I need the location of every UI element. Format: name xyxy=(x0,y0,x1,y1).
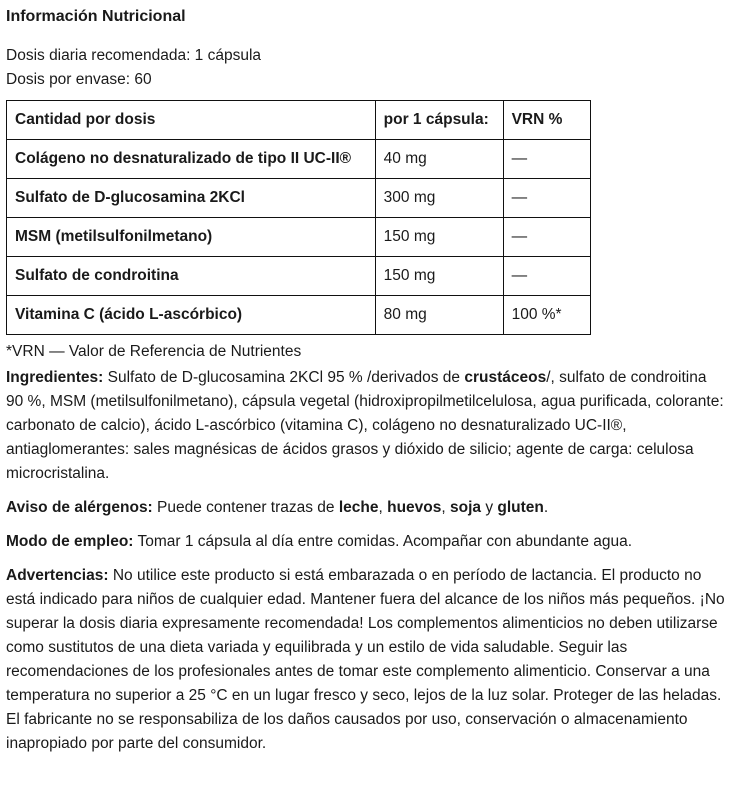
spacer xyxy=(6,92,728,100)
ingredients-text: Sulfato de D-glucosamina 2KCl 95 % /derivados de xyxy=(103,369,465,386)
allergen-separator: , xyxy=(378,499,388,516)
nutrient-vrn: 100 %* xyxy=(503,296,590,335)
table-header-row xyxy=(7,101,591,140)
usage-text: Tomar 1 cápsula al día entre comidas. Acompañar con abundante agua. xyxy=(133,533,633,550)
nutrient-name: Sulfato de D-glucosamina 2KCl xyxy=(7,179,376,218)
nutrient-name: Vitamina C (ácido L-ascórbico) xyxy=(7,296,376,335)
allergens-end: . xyxy=(543,499,549,516)
nutrient-name: Sulfato de condroitina xyxy=(7,257,376,296)
nutrient-amount: 150 mg xyxy=(375,218,503,257)
allergens-label: Aviso de alérgenos: xyxy=(6,499,153,516)
warnings-label: Advertencias: xyxy=(6,567,109,584)
table-row xyxy=(7,257,591,296)
allergen-separator: y xyxy=(481,499,498,516)
nutrient-amount: 150 mg xyxy=(375,257,503,296)
table-row xyxy=(7,140,591,179)
header-vrn: VRN % xyxy=(503,101,590,140)
nutrient-vrn: — xyxy=(503,218,590,257)
nutrition-label xyxy=(6,6,728,756)
doses-per-container: Dosis por envase: 60 xyxy=(6,71,152,88)
page-title: Información Nutricional xyxy=(6,8,186,25)
table-row xyxy=(7,179,591,218)
nutrient-vrn: — xyxy=(503,179,590,218)
nutrient-name: Colágeno no desnaturalizado de tipo II UC-II® xyxy=(7,140,376,179)
warnings-paragraph xyxy=(6,564,728,756)
allergen-gluten: gluten xyxy=(497,499,544,516)
daily-dose: Dosis diaria recomendada: 1 cápsula xyxy=(6,47,262,64)
nutrient-vrn: — xyxy=(503,257,590,296)
usage-paragraph xyxy=(6,530,728,554)
nutrient-amount: 40 mg xyxy=(375,140,503,179)
nutrition-table xyxy=(6,100,591,335)
nutrient-name: MSM (metilsulfonilmetano) xyxy=(7,218,376,257)
vrn-footnote: *VRN — Valor de Referencia de Nutrientes xyxy=(6,343,302,360)
nutrient-amount: 300 mg xyxy=(375,179,503,218)
nutrient-amount: 80 mg xyxy=(375,296,503,335)
allergen-separator: , xyxy=(441,499,451,516)
ingredients-label: Ingredientes: xyxy=(6,369,104,386)
table-row xyxy=(7,218,591,257)
warnings-text: No utilice este producto si está embarazada o en período de lactancia. El producto no está indicado para niños de cualquier edad. Mantener fuera del alcance de los niños más pequeños. ¡No superar la dosis diaria expresamente recomendada! Los complementos alimenticios no deben utilizarse como sustitutos de una dieta variada y equilibrada y un estilo de vida saludable. Seguir las recomendaciones de los profesionales antes de tomar este complemento alimenticio. Conservar a una temperatura no superior a 25 °C en un lugar fresco y seco, lejos de la luz solar. Proteger de las heladas. El fabricante no se responsabiliza de los daños causados por uso, conservación o almacenamiento inapropiado por parte del consumidor. xyxy=(6,567,725,752)
header-per-capsule: por 1 cápsula: xyxy=(375,101,503,140)
ingredients-paragraph xyxy=(6,366,728,486)
allergens-text: Puede contener trazas de xyxy=(152,499,339,516)
ingredients-text-rest: /, sulfato de condroitina 90 %, MSM (metilsulfonilmetano), cápsula vegetal (hidroxipropilmetilcelulosa, agua purificada, colorante: carbonato de calcio), ácido L-ascórbico (vitamina C), colágeno no desnaturalizado UC-II®, antiaglomerantes: sales magnésicas de ácidos grasos y dióxido de silicio; agente de carga: celulosa microcristalina. xyxy=(6,369,724,482)
allergen-soja: soja xyxy=(450,499,482,516)
allergen-crustaceos: crustáceos xyxy=(464,369,547,386)
allergen-huevos: huevos xyxy=(387,499,442,516)
nutrient-vrn: — xyxy=(503,140,590,179)
header-quantity: Cantidad por dosis xyxy=(7,101,376,140)
table-row xyxy=(7,296,591,335)
allergens-paragraph xyxy=(6,496,728,520)
allergen-leche: leche xyxy=(338,499,379,516)
usage-label: Modo de empleo: xyxy=(6,533,134,550)
